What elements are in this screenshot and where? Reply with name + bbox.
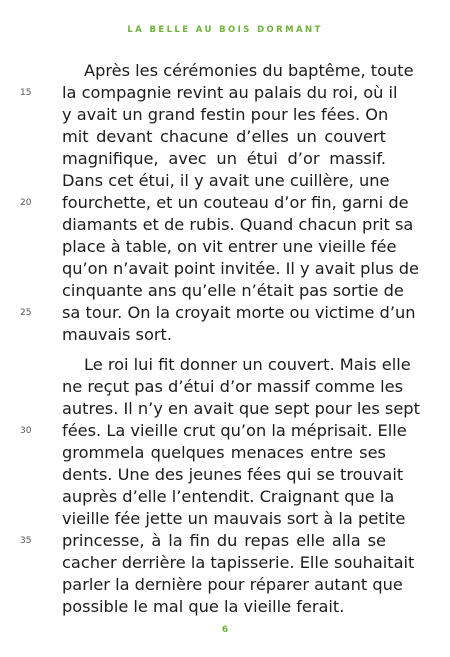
- text-line: qu’on n’avait point invitée. Il y avait plus de: [62, 259, 420, 278]
- text-line: parler la dernière pour réparer autant que: [62, 575, 403, 594]
- line-number: 25: [20, 308, 32, 318]
- text-line: princesse, à la fin du repas elle alla se: [62, 531, 386, 550]
- text-line: autres. Il n’y en avait que sept pour les sept: [62, 399, 420, 418]
- text-line: auprès d’elle l’entendit. Craignant que la: [62, 487, 395, 506]
- text-line: magnifique, avec un étui d’or massif.: [62, 149, 386, 168]
- line-number: 20: [20, 198, 32, 208]
- text-line: diamants et de rubis. Quand chacun prit sa: [62, 215, 414, 234]
- text-line: place à table, on vit entrer une vieille fée: [62, 237, 397, 256]
- text-line: Dans cet étui, il y avait une cuillère, une: [62, 171, 390, 190]
- line-number: 30: [20, 426, 32, 436]
- line-number: 15: [20, 88, 32, 98]
- text-line: y avait un grand festin pour les fées. On: [62, 105, 389, 124]
- running-header: LA BELLE AU BOIS DORMANT: [127, 25, 323, 35]
- text-line: Après les cérémonies du baptême, toute: [84, 61, 414, 80]
- text-line: la compagnie revint au palais du roi, où il: [62, 83, 398, 102]
- text-line: sa tour. On la croyait morte ou victime d’un: [62, 303, 416, 322]
- text-line: fées. La vieille crut qu’on la méprisait. Elle: [62, 421, 407, 440]
- text-line: ne reçut pas d’étui d’or massif comme les: [62, 377, 404, 396]
- text-line: possible le mal que la vieille ferait.: [62, 597, 345, 616]
- text-line: fourchette, et un couteau d’or fin, garni de: [62, 193, 409, 212]
- text-line: grommela quelques menaces entre ses: [62, 443, 386, 462]
- text-line: dents. Une des jeunes fées qui se trouvait: [62, 465, 404, 484]
- text-line: Le roi lui fit donner un couvert. Mais elle: [84, 355, 411, 374]
- text-line: mit devant chacune d’elles un couvert: [62, 127, 386, 146]
- text-line: cacher derrière la tapisserie. Elle souhaitait: [62, 553, 415, 572]
- text-line: cinquante ans qu’elle n’était pas sortie de: [62, 281, 404, 300]
- line-number: 35: [20, 536, 32, 546]
- text-line: mauvais sort.: [62, 325, 173, 344]
- page-number: 6: [221, 625, 229, 635]
- text-line: vieille fée jette un mauvais sort à la petite: [62, 509, 406, 528]
